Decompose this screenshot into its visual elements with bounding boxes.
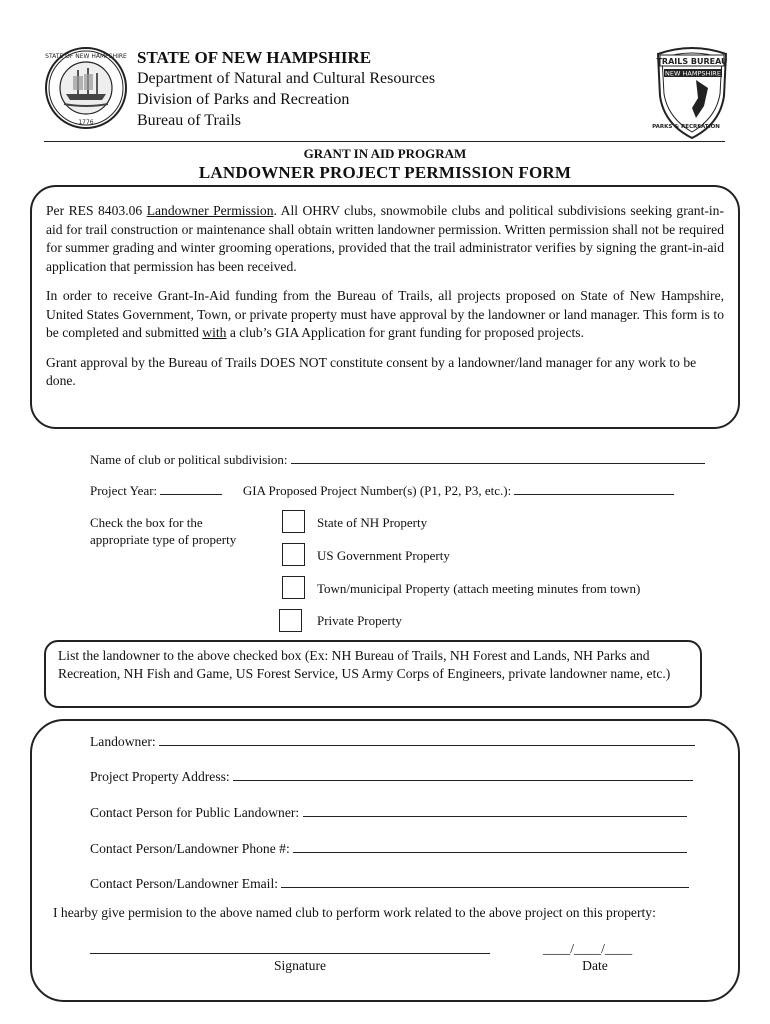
project-year-label: Project Year: — [90, 483, 158, 498]
landowner-permission-ref: Landowner Permission — [146, 203, 274, 218]
intro-with-emphasis: with — [202, 325, 227, 340]
program-title: GRANT IN AID PROGRAM — [303, 146, 467, 161]
club-name-input[interactable] — [291, 452, 705, 464]
nh-state-seal — [44, 46, 128, 130]
state-property-label: State of NH Property — [317, 515, 428, 530]
intro-paragraph-1 — [46, 202, 724, 276]
department-name: Department of Natural and Cultural Resources — [137, 70, 436, 87]
seal-year: 1776 — [78, 119, 94, 126]
intro-p1-rest: . All OHRV clubs, snowmobile clubs and political subdivisions seeking grant-in-aid for trail construction or maintenance shall obtain written landowner permission. Written permission shall not be required for summer grading and winter grooming operations, provided that the trail administrator verifies by signing the grant-in-aid application that permission has been received. — [46, 203, 724, 274]
contact-public-row — [90, 804, 687, 821]
state-property-checkbox[interactable] — [282, 510, 305, 533]
signature-label: Signature — [273, 958, 327, 973]
form-title: LANDOWNER PROJECT PERMISSION FORM — [198, 163, 572, 182]
phone-label: Contact Person/Landowner Phone #: — [90, 841, 290, 856]
phone-row — [90, 840, 687, 857]
badge-line1: TRAILS BUREAU — [656, 57, 728, 66]
email-input[interactable] — [281, 875, 689, 888]
project-number-label: GIA Proposed Project Number(s) (P1, P2, P3, etc.): — [242, 483, 512, 498]
division-name: Division of Parks and Recreation — [137, 91, 350, 108]
address-input[interactable] — [233, 768, 693, 781]
intro-box — [30, 185, 740, 429]
project-row — [90, 483, 674, 499]
intro-p2-start: In order to receive Grant-In-Aid funding from the Bureau of Trails, all projects proposed on State of New Hampshire, United States Government, Town, or private property must have approval by the landowner or land manager. This form is to be completed and submitted — [46, 288, 724, 340]
email-row — [90, 875, 689, 892]
email-label: Contact Person/Landowner Email: — [90, 876, 279, 891]
trails-bureau-badge — [652, 44, 732, 140]
permission-statement: I hearby give permision to the above named club to perform work related to the above project on this property: — [53, 905, 656, 920]
property-instruction: Check the box for the appropriate type of property — [90, 515, 237, 547]
address-label: Project Property Address: — [90, 769, 230, 784]
landowner-row — [90, 733, 695, 750]
state-name: STATE OF NEW HAMPSHIRE — [137, 48, 372, 67]
badge-line2: NEW HAMPSHIRE — [665, 69, 721, 78]
us-government-property-checkbox[interactable] — [282, 543, 305, 566]
landowner-instruction-box: List the landowner to the above checked box (Ex: NH Bureau of Trails, NH Forest and Lands, NH Parks and Recreation, NH Fish and Game, US Forest Service, US Army Corps of Engineers, private landowner name, etc.) — [44, 640, 702, 708]
contact-public-input[interactable] — [303, 804, 687, 817]
intro-paragraph-3: Grant approval by the Bureau of Trails DOES NOT constitute consent by a landowner/land manager for any work to be done. — [46, 354, 697, 388]
town-property-label: Town/municipal Property (attach meeting minutes from town) — [317, 581, 641, 596]
bureau-name: Bureau of Trails — [137, 112, 241, 129]
address-row — [90, 768, 693, 785]
club-name-label: Name of club or political subdivision: — [90, 452, 288, 467]
project-number-input[interactable] — [514, 483, 674, 495]
badge-line3: PARKS & RECREATION — [652, 124, 720, 130]
us-government-property-label: US Government Property — [317, 548, 450, 563]
project-year-input[interactable] — [160, 483, 222, 495]
intro-paragraph-2 — [46, 287, 724, 343]
date-label: Date — [582, 958, 608, 973]
header-divider — [44, 141, 725, 142]
private-property-checkbox[interactable] — [279, 609, 302, 632]
intro-p1-start: Per RES 8403.06 — [46, 203, 147, 218]
private-property-label: Private Property — [317, 613, 402, 628]
phone-input[interactable] — [293, 840, 687, 853]
town-property-checkbox[interactable] — [282, 576, 305, 599]
landowner-input[interactable] — [159, 733, 695, 746]
intro-p2-rest: a club’s GIA Application for grant funding for proposed projects. — [226, 325, 584, 340]
club-name-row — [90, 452, 705, 468]
date-input[interactable]: ____/____/____ — [543, 941, 633, 956]
contact-public-label: Contact Person for Public Landowner: — [90, 805, 300, 820]
seal-top-text: STATE OF NEW HAMPSHIRE — [45, 53, 127, 60]
landowner-label: Landowner: — [90, 734, 156, 749]
header-block — [137, 47, 435, 131]
signature-line[interactable] — [90, 953, 490, 954]
